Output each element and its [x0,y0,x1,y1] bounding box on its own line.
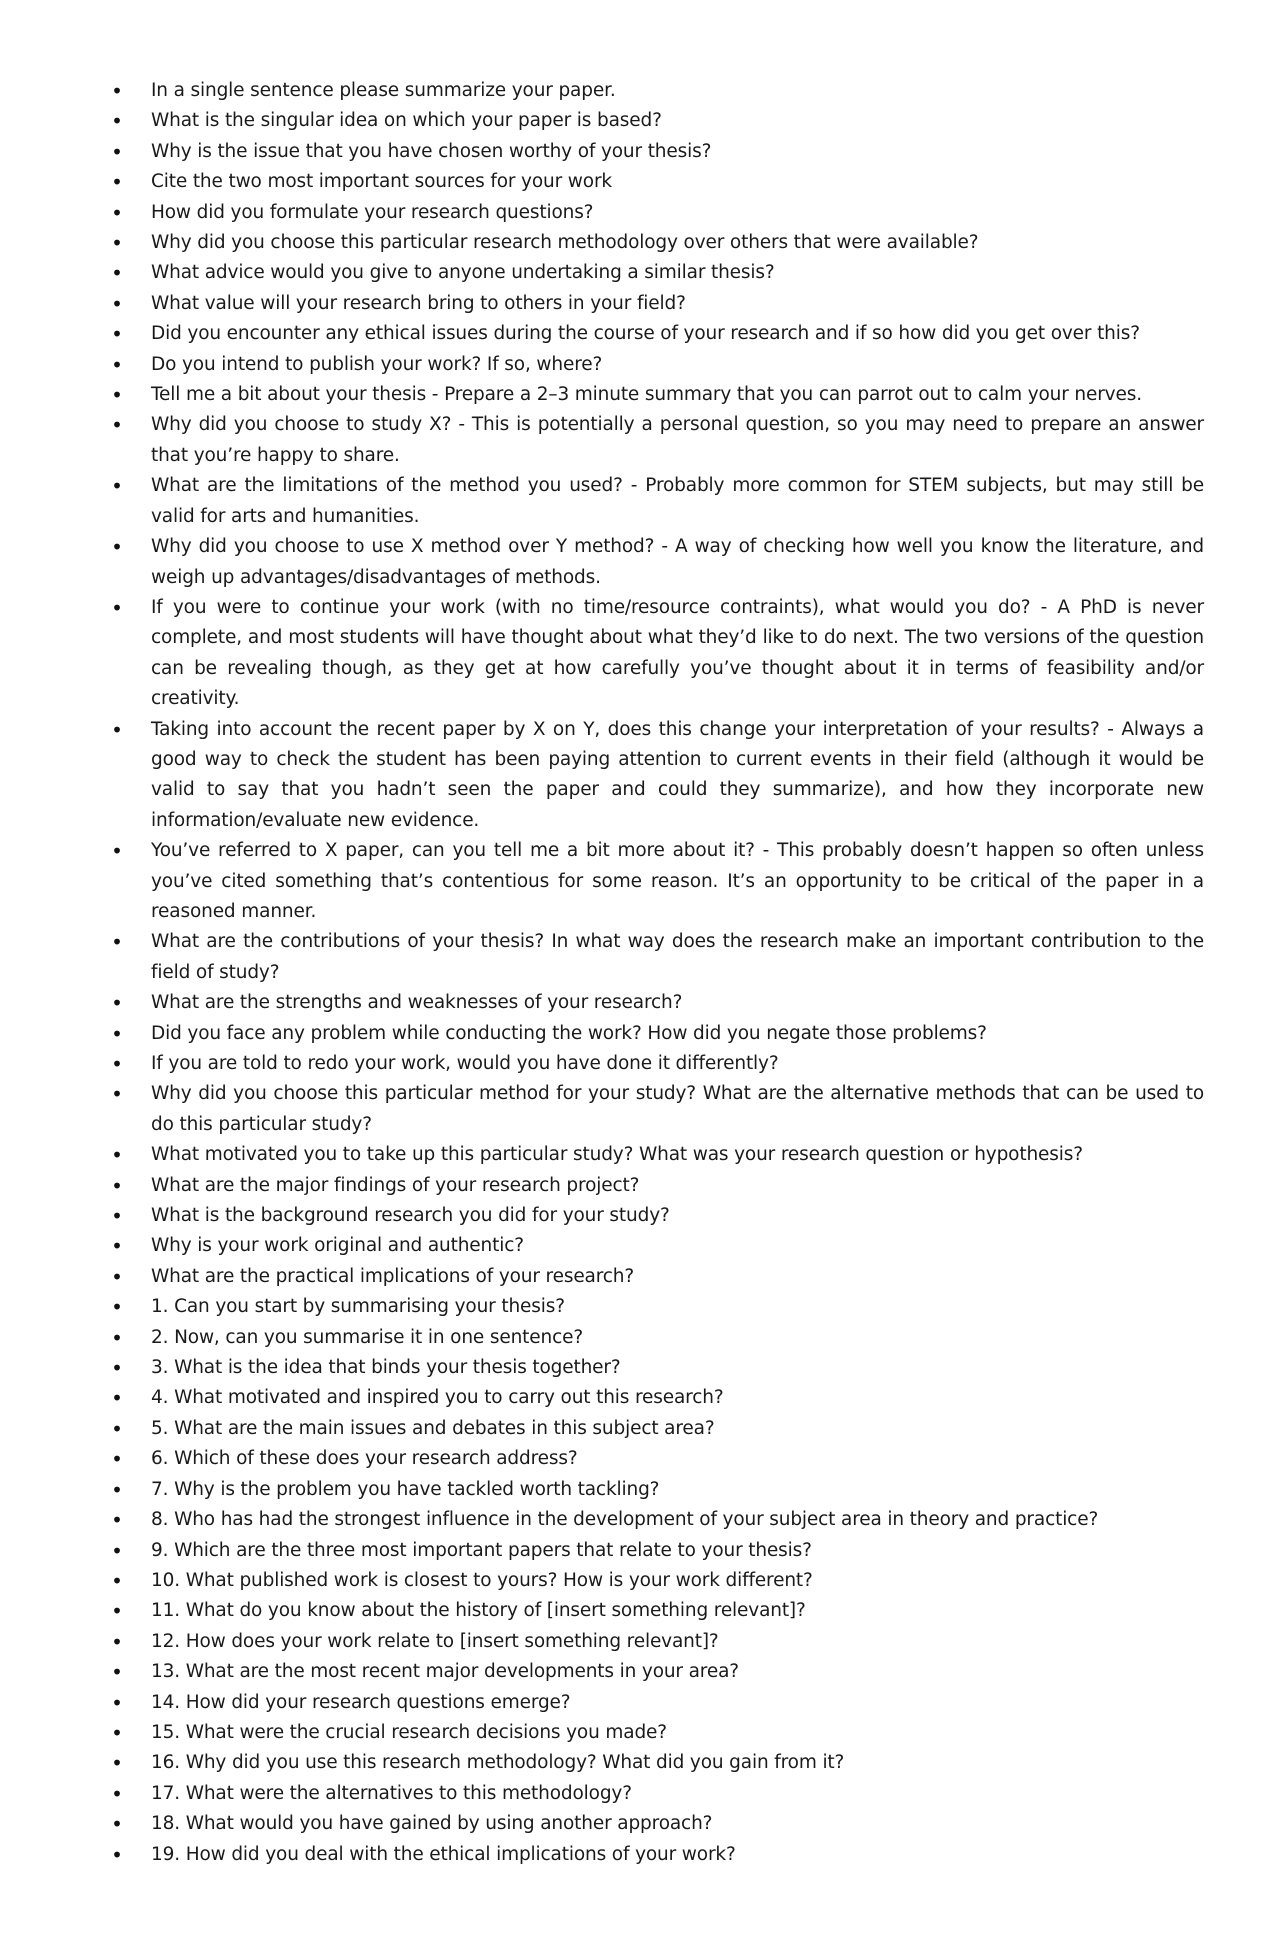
question-text: 5. What are the main issues and debates in this subject area? [151,1417,715,1439]
list-item [110,1201,1204,1231]
list-item [110,1627,1204,1657]
question-text: 2. Now, can you summarise it in one sentence? [151,1326,584,1348]
list-item [110,198,1204,228]
bullet-icon: • [111,1629,123,1654]
question-text: Why is your work original and authentic? [151,1235,524,1257]
list-item [110,1475,1204,1505]
question-text: 14. How did your research questions emerge? [151,1691,571,1713]
bullet-icon: • [111,991,123,1016]
question-text: What are the limitations of the method you used? - Probably more common for STEM subjects, but may still be valid for arts and humanities. [151,475,1204,527]
list-item [110,1779,1204,1809]
question-text: 17. What were the alternatives to this methodology? [151,1782,632,1804]
question-text: 13. What are the most recent major developments in your area? [151,1661,739,1683]
bullet-icon: • [111,170,123,195]
question-text: 1. Can you start by summarising your thesis? [151,1296,565,1318]
question-text: What advice would you give to anyone undertaking a similar thesis? [151,262,775,284]
question-text: How did you formulate your research questions? [151,201,594,223]
bullet-icon: • [111,1082,123,1107]
question-text: What are the major findings of your research project? [151,1174,640,1196]
list-item [110,258,1204,288]
bullet-icon: • [111,1021,123,1046]
question-text: What are the strengths and weaknesses of your research? [151,992,683,1014]
bullet-icon: • [111,717,123,742]
bullet-icon: • [111,1812,123,1837]
question-text: 8. Who has had the strongest influence in the development of your subject area in theory and practice? [151,1509,1099,1531]
list-item [110,532,1204,593]
question-text: Why did you choose to study X? - This is potentially a personal question, so you may need to prepare an answer that you’re happy to share. [151,414,1204,466]
list-item [110,1171,1204,1201]
list-item [110,1566,1204,1596]
list-item [110,1049,1204,1079]
question-text: Why did you choose to use X method over Y method? - A way of checking how well you know the literature, and weigh up advantages/disadvantages of methods. [151,536,1204,588]
list-item [110,1809,1204,1839]
question-text: 6. Which of these does your research address? [151,1448,578,1470]
bullet-icon: • [111,1204,123,1229]
bullet-icon: • [111,535,123,560]
bullet-icon: • [111,79,123,103]
list-item [110,1840,1204,1870]
bullet-icon: • [111,1538,123,1563]
bullet-icon: • [111,1720,123,1745]
list-item [110,1262,1204,1292]
list-item [110,1657,1204,1687]
question-text: Cite the two most important sources for your work [151,171,612,193]
bullet-icon: • [111,231,123,256]
list-item [110,1383,1204,1413]
question-text: 7. Why is the problem you have tackled worth tackling? [151,1478,660,1500]
bullet-icon: • [111,474,123,499]
bullet-icon: • [111,1751,123,1776]
question-list [110,76,1204,1870]
question-text: Why is the issue that you have chosen worthy of your thesis? [151,140,712,162]
list-item [110,350,1204,380]
list-item [110,1414,1204,1444]
bullet-icon: • [111,930,123,955]
list-item [110,1231,1204,1261]
bullet-icon: • [111,1599,123,1624]
list-item [110,1019,1204,1049]
list-item [110,289,1204,319]
bullet-icon: • [111,413,123,438]
question-text: You’ve referred to X paper, can you tell me a bit more about it? - This probably doesn’t happen so often unless you’ve cited something that’s contentious for some reason. It’s an opportunity to be critical of the paper in a reasoned manner. [151,840,1204,922]
question-text: What motivated you to take up this particular study? What was your research question or hypothesis? [151,1144,1083,1166]
bullet-icon: • [111,1781,123,1806]
question-text: 18. What would you have gained by using another approach? [151,1813,713,1835]
bullet-icon: • [111,1325,123,1350]
list-item [110,1536,1204,1566]
question-text: Do you intend to publish your work? If so, where? [151,353,603,375]
question-text: Why did you choose this particular research methodology over others that were available? [151,232,979,254]
bullet-icon: • [111,200,123,225]
bullet-icon: • [111,1052,123,1076]
question-text: Did you encounter any ethical issues during the course of your research and if so how did you get over this? [151,323,1140,345]
bullet-icon: • [111,1477,123,1502]
list-item [110,1505,1204,1535]
bullet-icon: • [111,261,123,286]
list-item [110,1353,1204,1383]
bullet-icon: • [111,1386,123,1411]
list-item [110,1323,1204,1353]
question-text: 11. What do you know about the history of [insert something relevant]? [151,1600,806,1622]
question-text: If you were to continue your work (with no time/resource contraints), what would you do? - A PhD is never complete, and most students will have thought about what they’d like to do next. The two versions of the question can be revealing though, as they get at how carefully you’ve thought about it in terms of feasibility and/or creativity. [151,596,1204,710]
list-item [110,228,1204,258]
question-text: 12. How does your work relate to [insert something relevant]? [151,1630,719,1652]
list-item [110,1748,1204,1778]
bullet-icon: • [111,291,123,316]
bullet-icon: • [111,383,123,408]
question-text: What is the background research you did for your study? [151,1205,670,1227]
bullet-icon: • [111,839,123,864]
list-item [110,988,1204,1018]
bullet-icon: • [111,1295,123,1320]
bullet-icon: • [111,1690,123,1715]
question-text: What value will your research bring to others in your field? [151,292,686,314]
question-text: Taking into account the recent paper by X on Y, does this change your interpretation of your results? - Always a good way to check the student has been paying attention to current events in their field (although it would be valid to say that you hadn’t seen the paper and could they summarize), and how they incorporate new information/evaluate new evidence. [151,718,1204,831]
question-text: 4. What motivated and inspired you to carry out this research? [151,1387,724,1409]
list-item [110,1718,1204,1748]
question-text: In a single sentence please summarize your paper. [151,80,616,101]
list-item [110,836,1204,927]
list-item [110,1596,1204,1626]
list-item [110,319,1204,349]
question-text: If you are told to redo your work, would you have done it differently? [151,1053,779,1074]
list-item [110,471,1204,532]
list-item [110,715,1204,837]
question-text: 19. How did you deal with the ethical implications of your work? [151,1843,736,1865]
list-item [110,106,1204,136]
question-text: What are the contributions of your thesis? In what way does the research make an important contribution to the field of study? [151,931,1204,983]
bullet-icon: • [111,1173,123,1198]
question-text: 15. What were the crucial research decisions you made? [151,1721,667,1743]
list-item [110,1292,1204,1322]
question-text: Why did you choose this particular method for your study? What are the alternative methods that can be used to do this particular study? [151,1083,1204,1135]
bullet-icon: • [111,1508,123,1533]
question-text: What are the practical implications of your research? [151,1265,635,1287]
bullet-icon: • [111,1447,123,1472]
list-item [110,380,1204,410]
bullet-icon: • [111,1264,123,1289]
bullet-icon: • [111,1356,123,1381]
list-item [110,1444,1204,1474]
question-text: 9. Which are the three most important papers that relate to your thesis? [151,1539,812,1561]
question-text: 10. What published work is closest to yours? How is your work different? [151,1569,813,1591]
bullet-icon: • [111,139,123,164]
question-text: Did you face any problem while conducting the work? How did you negate those problems? [151,1022,987,1044]
bullet-icon: • [111,1660,123,1685]
bullet-icon: • [111,1143,123,1168]
bullet-icon: • [111,1568,123,1593]
list-item [110,927,1204,988]
question-text: What is the singular idea on which your paper is based? [151,110,662,132]
list-item [110,593,1204,715]
list-item [110,1140,1204,1170]
bullet-icon: • [111,322,123,347]
bullet-icon: • [111,595,123,620]
bullet-icon: • [111,1842,123,1867]
question-text: 16. Why did you use this research methodology? What did you gain from it? [151,1752,845,1774]
list-item [110,137,1204,167]
question-text: Tell me a bit about your thesis - Prepare a 2–3 minute summary that you can parrot out to calm your nerves. [151,384,1142,406]
list-item [110,76,1204,106]
bullet-icon: • [111,352,123,377]
bullet-icon: • [111,109,123,134]
bullet-icon: • [111,1416,123,1441]
list-item [110,1079,1204,1140]
bullet-icon: • [111,1234,123,1259]
list-item [110,410,1204,471]
list-item [110,167,1204,197]
question-text: 3. What is the idea that binds your thesis together? [151,1357,621,1379]
list-item [110,1688,1204,1718]
